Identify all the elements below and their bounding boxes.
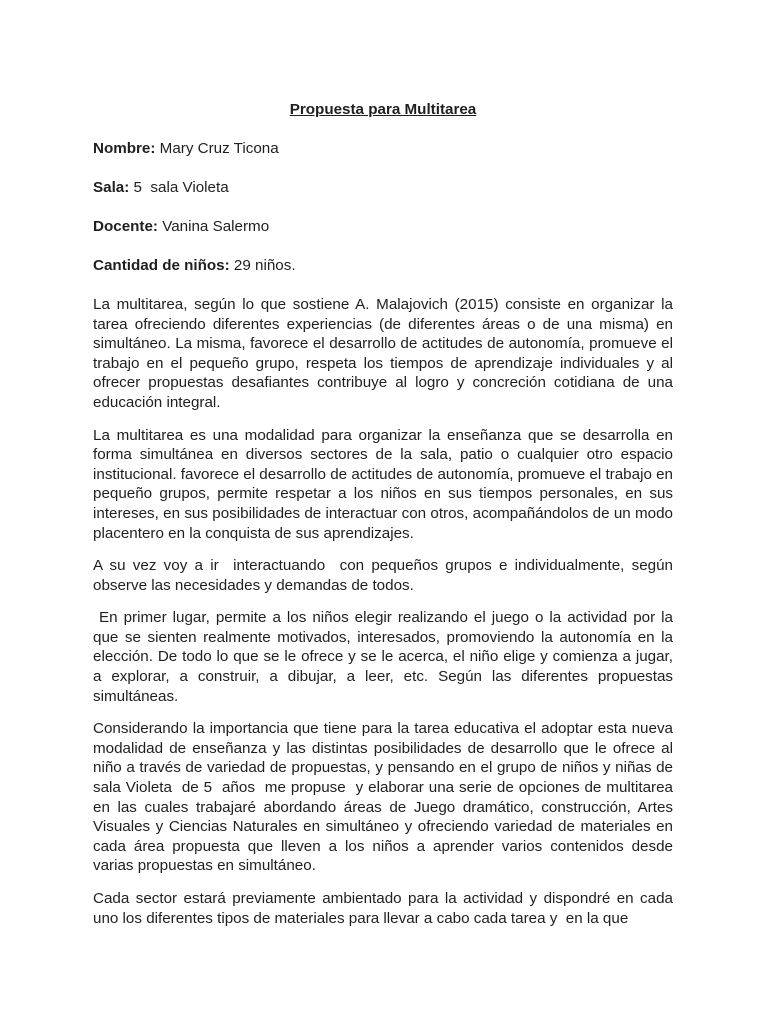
field-label: Cantidad de niños:	[93, 256, 230, 274]
document-body	[93, 100, 678, 941]
paragraph: La multitarea es una modalidad para organizar la enseñanza que se desarrolla en forma simultánea en diversos sectores de la sala, patio o cualquier otro espacio institucional. favorece el desarrollo de actitudes de autonomía, promueve el trabajo en pequeño grupos, permite respetar a los niños en sus tiempos personales, en sus intereses, en sus posibilidades de interactuar con otros, acompañándolos de un modo placentero en la conquista de sus aprendizajes.	[93, 426, 678, 542]
paragraph: Considerando la importancia que tiene para la tarea educativa el adoptar esta nueva modalidad de enseñanza y las distintas posibilidades de desarrollo que le ofrece al niño a través de variedad de propuestas, y pensando en el grupo de niños y niñas de sala Violeta de 5 años me propuse y elaborar una serie de opciones de multitarea en las cuales trabajaré abordando áreas de Juego dramático, construcción, Artes Visuales y Ciencias Naturales en simultáneo y ofreciendo variedad de materiales en cada área propuesta que lleven a los niños a aprender varios contenidos desde varias propuestas en simultáneo.	[93, 720, 678, 875]
paragraph: En primer lugar, permite a los niños elegir realizando el juego o la actividad por la que se sienten realmente motivados, interesados, promoviendo la autonomía en la elección. De todo lo que se le ofrece y se le acerca, el niño elige y comienza a jugar, a explorar, a construir, a dibujar, a leer, etc. Según las diferentes propuestas simultáneas.	[93, 609, 678, 705]
paragraph: Cada sector estará previamente ambientado para la actividad y dispondré en cada uno los diferentes tipos de materiales para llevar a cabo cada tarea y en la que	[93, 890, 678, 927]
field-label: Docente:	[93, 217, 158, 235]
field-cantidad-ninos	[93, 256, 673, 276]
document-title: Propuesta para Multitarea	[289, 101, 477, 118]
field-value: 5 sala Violeta	[129, 178, 229, 196]
field-label: Nombre:	[93, 139, 156, 157]
field-value: Mary Cruz Ticona	[155, 139, 279, 157]
paragraph: La multitarea, según lo que sostiene A. Malajovich (2015) consiste en organizar la tarea ofreciendo diferentes experiencias (de diferentes áreas o de una misma) en simultáneo. La misma, favorece el desarrollo de actitudes de autonomía, promueve el trabajo en el pequeño grupo, respeta los tiempos de aprendizaje individuales y al ofrecer propuestas desafiantes contribuye al logro y concreción cotidiana de una educación integral.	[93, 295, 678, 411]
paragraph: A su vez voy a ir interactuando con pequeños grupos e individualmente, según observe las necesidades y demandas de todos.	[93, 557, 678, 594]
field-label: Sala:	[93, 178, 130, 196]
field-sala	[93, 178, 673, 198]
field-nombre	[93, 139, 673, 159]
field-value: 29 niños.	[229, 256, 296, 274]
field-value: Vanina Salermo	[157, 217, 270, 235]
field-docente	[93, 217, 673, 237]
